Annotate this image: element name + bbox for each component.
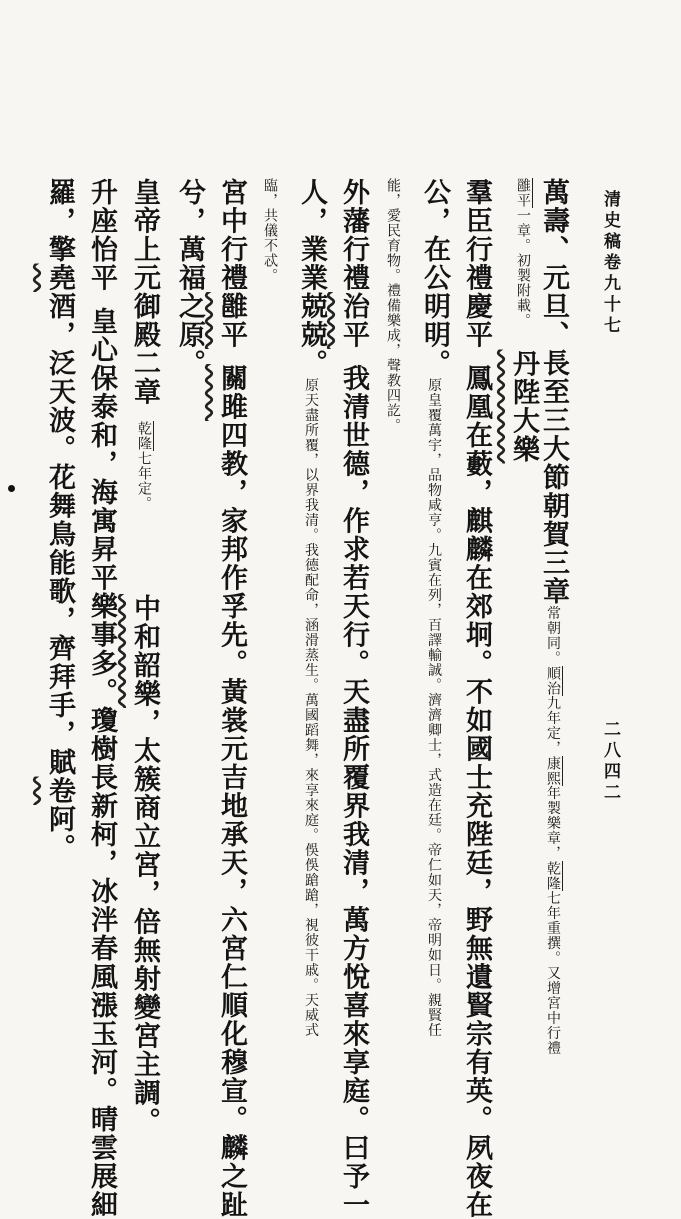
main-text: 四教，家邦作孚先。黃裳元吉地承天，六宮仁順化穆宣。麟之趾 (216, 421, 247, 1219)
text-column (340, 178, 367, 1219)
page-number: 二八四二 (600, 720, 620, 804)
annotation-text: 一章。初製附載。 (515, 208, 531, 321)
text-column (46, 178, 73, 862)
annotation-text: 七年定。 (136, 451, 152, 504)
main-text: 皇心保泰和，海寓昇平樂事多。瓊樹長新柯，冰泮春風漲玉河。晴雲展細 (86, 307, 117, 1219)
annotation-text: 常朝同。 (545, 605, 561, 666)
text-column (298, 178, 325, 1038)
annotation-text (468, 349, 484, 364)
text-column (510, 178, 537, 464)
main-text: 丹陛大樂 (508, 349, 539, 464)
annotation-text: 雝平 (515, 178, 531, 208)
main-text: 堯 (44, 263, 75, 292)
main-text: 雝平 (216, 292, 247, 349)
annotation-text: 年製樂章， (545, 785, 561, 861)
annotation-text: 原天盡所覆，以界我清。我德配命，涵滑蒸生。萬國蹈舞，來享來庭。俁俁蹌蹌，視彼干戚。天威式 (303, 377, 319, 1038)
main-text: 人，業業兢兢。 (296, 178, 327, 378)
text-column (463, 178, 490, 1219)
annotation-text: 九年定， (545, 695, 561, 756)
annotation-text (136, 406, 152, 421)
annotation-text: 能，愛民育物。禮備樂成，聲教四訖。 (385, 178, 401, 433)
annotation-text: 乾隆 (136, 421, 152, 451)
main-text: 升座怡平 (86, 178, 117, 292)
annotation-text (93, 292, 109, 307)
main-text: 公，在公明明。 (419, 178, 450, 378)
main-text: 兮，萬福之原。 (174, 178, 205, 378)
annotation-text: 順治 (545, 665, 561, 696)
main-text: 鳳凰在藪，麒麟在郊坰。不如國士充陛廷，野無遺賢宗有英。夙夜在 (461, 364, 492, 1219)
annotation-text (136, 504, 152, 594)
main-text: 治平 (338, 292, 369, 349)
main-text: 酒，泛天波。花舞鳥能歌，齊拜手，賦 (44, 292, 75, 777)
main-text: 阿。 (44, 805, 75, 862)
annotation-text (345, 349, 361, 364)
main-text: 羣臣行禮慶平 (461, 178, 492, 349)
annotation-text: 原皇覆萬宇，品物咸亨。九賓在列，百譯輸誠。濟濟卿士，式造在廷。帝仁如天，帝明如日。親賢任 (426, 377, 442, 1038)
text-column (421, 178, 448, 1038)
main-text: 萬壽、元旦、長至三大節朝賀三章 (538, 178, 569, 606)
text-column (88, 178, 115, 1219)
annotation-text: 乾隆 (545, 860, 561, 891)
book-title-header: 清史稿卷九十七 (600, 190, 620, 337)
text-column (540, 178, 567, 1056)
main-text: 我清世德，作求若天行。天盡所覆界我清，萬方悅喜來享庭。曰予一 (338, 364, 369, 1219)
annotation-text: 七年重撰。又增宮中行禮 (545, 890, 561, 1056)
text-column (218, 178, 245, 1219)
annotation-text: 臨，共儀不忒。 (262, 178, 278, 283)
main-text: 卷 (44, 776, 75, 805)
annotation-text (223, 349, 239, 364)
main-text: 羅，擎 (44, 178, 75, 264)
annotation-text: 康熙 (545, 755, 561, 786)
text-column (176, 178, 203, 378)
main-text: ，太簇商立宮，倍無射變宮主調。 (129, 708, 160, 1136)
main-text: 皇帝上元御殿二章 (129, 178, 160, 406)
ink-speck (8, 485, 15, 492)
text-column (385, 178, 401, 433)
main-text: 關雎 (216, 364, 247, 421)
text-column (262, 178, 278, 283)
main-text: 中和韶樂 (129, 594, 160, 708)
main-text: 宮中行禮 (216, 178, 247, 292)
text-column (131, 178, 158, 1136)
main-text: 外藩行禮 (338, 178, 369, 292)
main-text (508, 321, 539, 350)
